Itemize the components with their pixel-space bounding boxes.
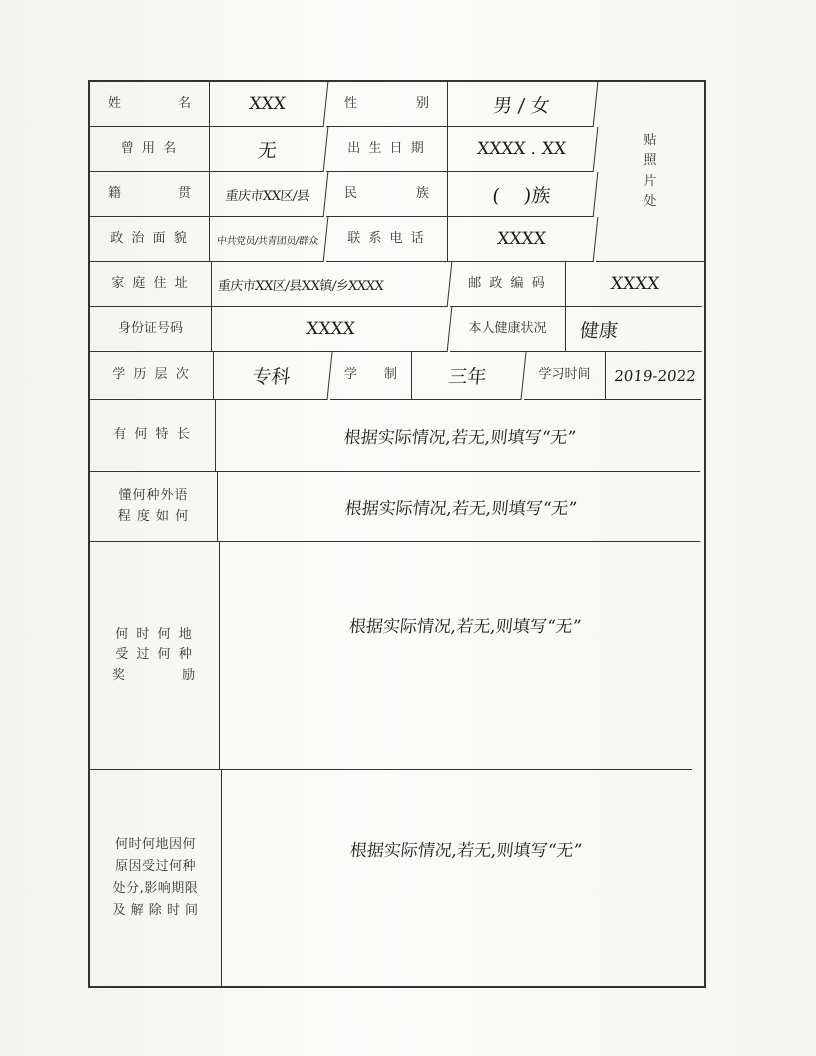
specialty-label: 有 何 特 长 [90, 400, 216, 472]
education-level-value[interactable]: 专科 [211, 352, 332, 400]
foreign-language-value[interactable]: 根据实际情况,若无,则填写“无” [214, 472, 707, 542]
awards-value[interactable]: 根据实际情况,若无,则填写“无” [208, 542, 716, 770]
birth-date-label: 出 生 日 期 [326, 127, 448, 172]
study-period-value[interactable]: 2019-2022 [603, 352, 706, 400]
political-status-label: 政 治 面 貌 [90, 217, 210, 262]
punishments-value[interactable]: 根据实际情况,若无,则填写“无” [348, 841, 583, 861]
former-name-label: 曾 用 名 [90, 127, 210, 172]
name-value[interactable]: XXX [208, 82, 329, 127]
study-period-label: 学习时间 [524, 352, 606, 400]
home-address-label: 家 庭 住 址 [90, 262, 212, 307]
school-system-label: 学 制 [330, 352, 412, 400]
personal-info-form [88, 80, 706, 988]
phone-value[interactable]: XXXX [446, 217, 599, 262]
postal-code-value[interactable]: XXXX [564, 262, 707, 307]
education-level-label: 学 历 层 次 [90, 352, 214, 400]
birth-date-value[interactable]: XXXX . XX [446, 127, 599, 172]
phone-label: 联 系 电 话 [326, 217, 448, 262]
ethnicity-value[interactable]: ( )族 [446, 172, 599, 217]
health-label: 本人健康状况 [450, 307, 566, 352]
gender-value[interactable]: 男 / 女 [446, 82, 599, 127]
native-place-value[interactable]: 重庆市XX区/县 [208, 172, 329, 217]
postal-code-label: 邮 政 编 码 [450, 262, 566, 307]
gender-label: 性 别 [326, 82, 448, 127]
political-status-value[interactable]: 中共党员/共青团员/群众 [208, 217, 329, 262]
health-value[interactable]: 健康 [564, 307, 707, 352]
ethnicity-label: 民 族 [326, 172, 448, 217]
name-label: 姓 名 [90, 82, 210, 127]
home-address-value[interactable]: 重庆市XX区/县XX镇/乡XXXX [210, 262, 453, 307]
punishments-label: 何时何地因何 原因受过何种 处分,影响期限 及 解 除 时 间 [90, 770, 222, 986]
id-number-label: 身份证号码 [90, 307, 212, 352]
id-number-value[interactable]: XXXX [210, 307, 453, 352]
foreign-language-label: 懂何种外语 程 度 如 何 [90, 472, 218, 542]
native-place-label: 籍 贯 [90, 172, 210, 217]
photo-area[interactable]: 贴 照 片 处 [596, 82, 704, 262]
awards-label: 何 时 何 地 受 过 何 种 奖 励 [90, 542, 220, 770]
former-name-value[interactable]: 无 [208, 127, 329, 172]
school-system-value[interactable]: 三年 [409, 352, 526, 400]
specialty-value[interactable]: 根据实际情况,若无,则填写“无” [212, 400, 708, 472]
